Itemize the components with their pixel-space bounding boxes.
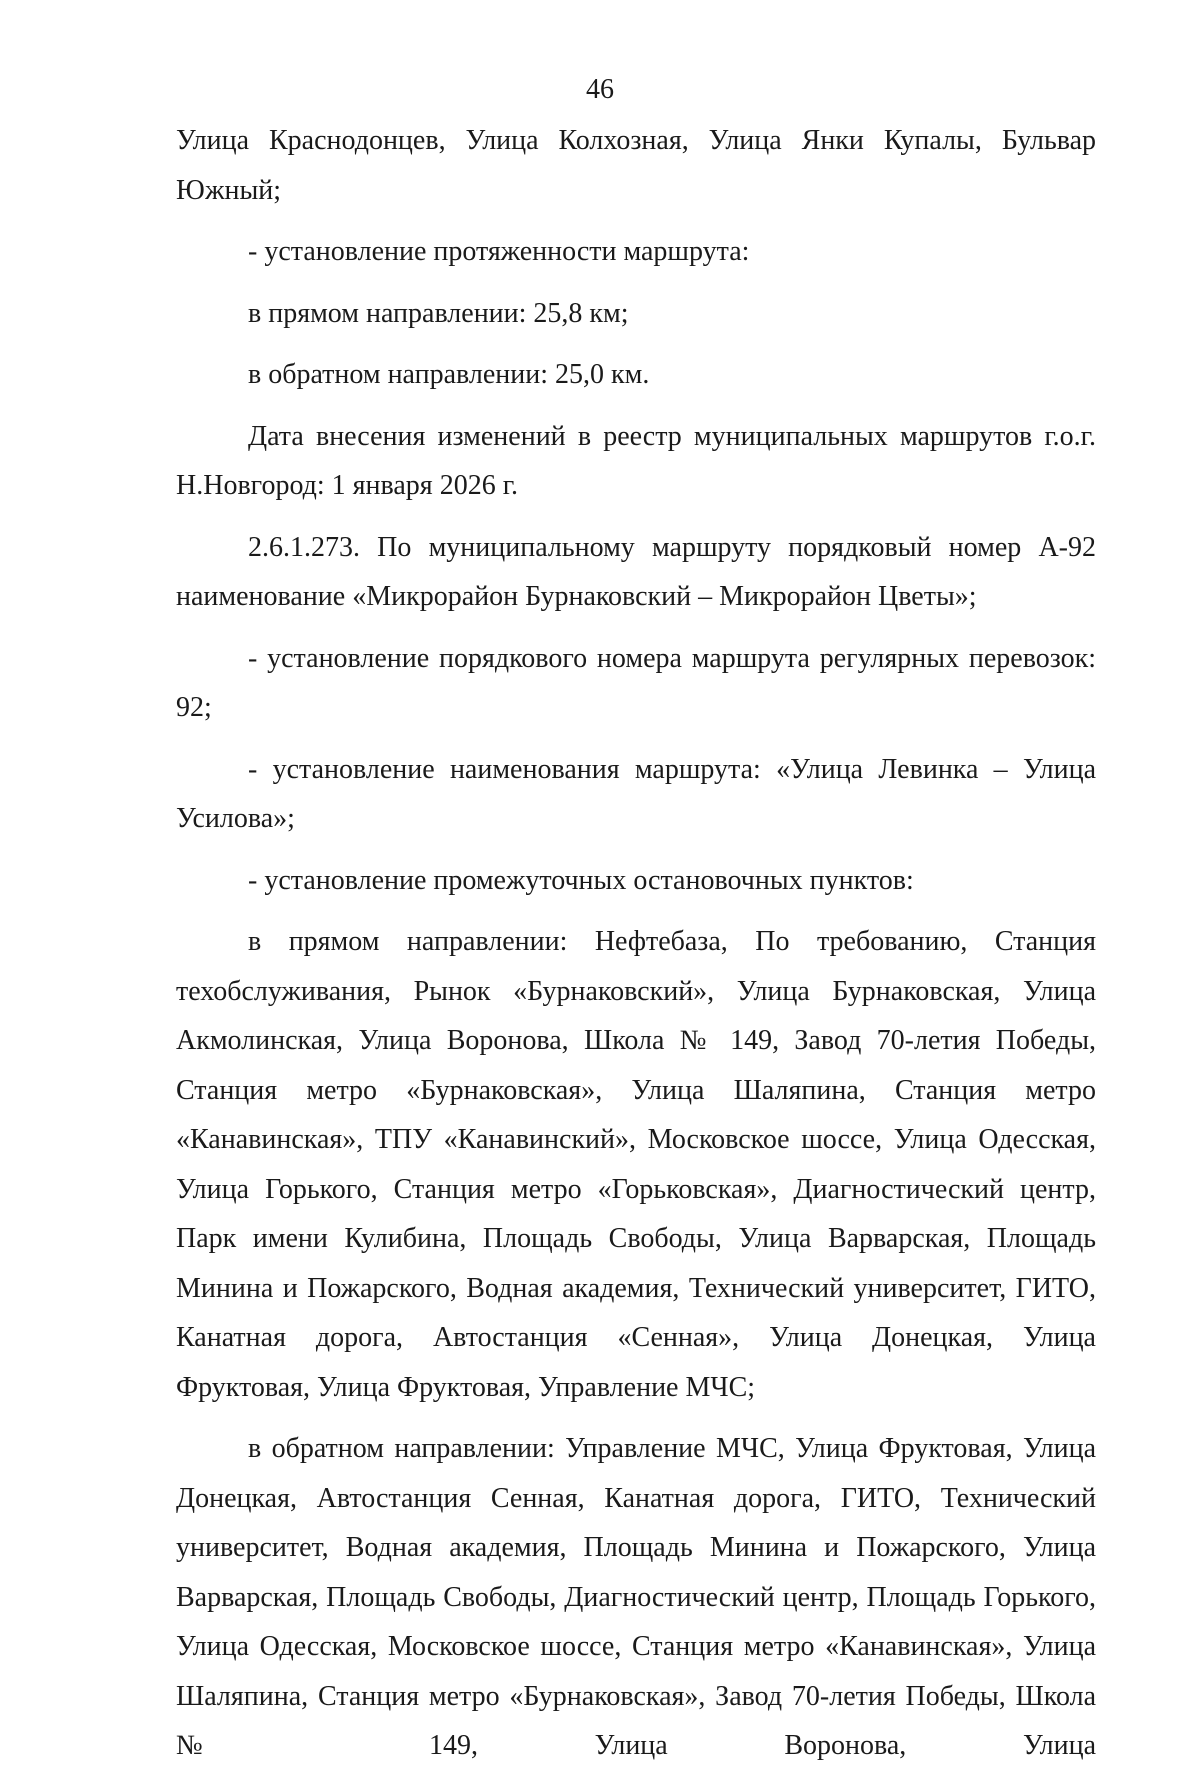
paragraph: в прямом направлении: Нефтебаза, По требованию, Станция техобслуживания, Рынок «Бурнаковский», Улица Бурнаковская, Улица Акмолинская, Улица Воронова, Школа № 149, Завод 70-летия Победы, Станция метро «Бурнаковская», Улица Шаляпина, Станция метро «Канавинская», ТПУ «Канавинский», Московское шоссе, Улица Одесская, Улица Горького, Станция метро «Горьковская», Диагностический центр, Парк имени Кулибина, Площадь Свободы, Улица Варварская, Площадь Минина и Пожарского, Водная академия, Технический университет, ГИТО, Канатная дорога, Автостанция «Сенная», Улица Донецкая, Улица Фруктовая, Улица Фруктовая, Управление МЧС; — [176, 926, 1096, 1403]
paragraph: в обратном направлении: 25,0 км. — [248, 359, 650, 390]
paragraph: - установление промежуточных остановочных пунктов: — [248, 864, 914, 896]
paragraph: - установление наименования маршрута: «Улица Левинка – Улица Усилова»; — [176, 753, 1096, 834]
paragraph: Улица Краснодонцев, Улица Колхозная, Улица Янки Купалы, Бульвар Южный; — [176, 125, 1096, 206]
paragraph: в прямом направлении: 25,8 км; — [248, 297, 629, 329]
paragraph: Дата внесения изменений в реестр муниципальных маршрутов г.о.г. Н.Новгород: 1 января 2026 г. — [176, 420, 1096, 501]
page-number: 46 — [586, 74, 614, 105]
paragraph: 2.6.1.273. По муниципальному маршруту порядковый номер А-92 наименование «Микрорайон Бурнаковский – Микрорайон Цветы»; — [176, 531, 1096, 612]
document-body — [176, 116, 1096, 1783]
paragraph: - установление протяженности маршрута: — [248, 236, 750, 267]
paragraph: - установление порядкового номера маршрута регулярных перевозок: 92; — [176, 642, 1096, 723]
paragraph: в обратном направлении: Управление МЧС, Улица Фруктовая, Улица Донецкая, Автостанция Сенная, Канатная дорога, ГИТО, Технический университет, Водная академия, Площадь Минина и Пожарского, Улица Варварская, Площадь Свободы, Диагностический центр, Площадь Горького, Улица Одесская, Московское шоссе, Станция метро «Канавинская», Улица Шаляпина, Станция метро «Бурнаковская», Завод 70-летия Победы, Школа № 149, Улица Воронова, Улица — [176, 1433, 1096, 1761]
